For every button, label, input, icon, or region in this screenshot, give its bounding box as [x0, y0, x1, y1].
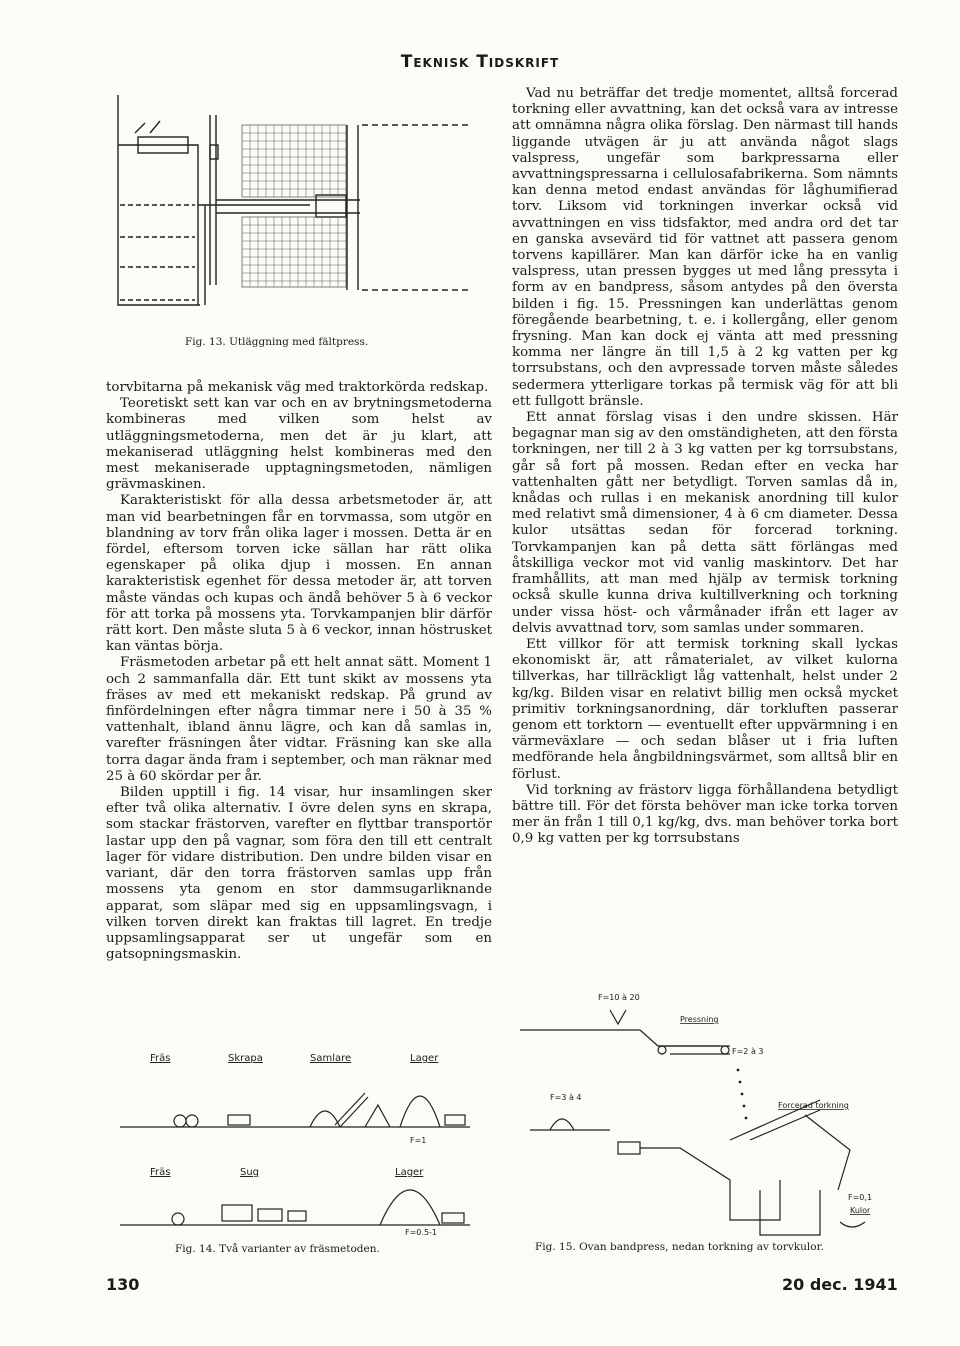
fig14-label-samlare: Samlare: [310, 1053, 352, 1064]
right-paragraph: Vid torkning av frästorv ligga förhållandena betydligt bättre till. För det första behöver man icke torka torven mer än från 1 till 0,1 kg/kg, dvs. man behöver torka bort 0,9 kg vatten per kg torrsubstans: [512, 782, 898, 847]
fig15-forcerad: Forcerad torkning: [778, 1101, 849, 1110]
fig13-caption: Fig. 13. Utläggning med fältpress.: [185, 336, 369, 348]
fig15-f-top: F=10 à 20: [598, 993, 640, 1002]
left-paragraph: Teoretiskt sett kan var och en av brytningsmetoderna kombineras med vilken som helst av utläggningsmetoderna, men det är ju klart, att mekaniserad utläggning helst kombineras med den mest mekaniserade upptagningsmetoden, nämligen grävmaskinen.: [106, 396, 492, 493]
fig15-caption: Fig. 15. Ovan bandpress, nedan torkning av torvkulor.: [535, 1241, 824, 1253]
fig15-f-left: F=3 à 4: [550, 1093, 582, 1102]
issue-date: 20 dec. 1941: [782, 1275, 898, 1294]
fig14-label-skrapa: Skrapa: [228, 1053, 263, 1064]
left-column: [106, 380, 492, 963]
fig14-caption: Fig. 14. Två varianter av fräsmetoden.: [175, 1243, 380, 1255]
masthead-title: Teknisk Tidskrift: [400, 52, 560, 72]
fig14-diagram: [110, 1045, 490, 1235]
right-paragraph: Ett annat förslag visas i den undre skissen. Här begagnar man sig av den omständigheten, att den första torkningen, ner till 2 à 3 kg vatten per kg torrsubstans, går så fort på mossen. Redan efter en vecka har vattenhalten gått ner betydligt. Torven samlas då in, knådas och rullas i en mekanisk anordning till kulor med relativt små dimensioner, 4 à 6 cm diameter. Dessa kulor utsättas sedan för forcerad torkning. Torvkampanjen kan på detta sätt förlängas med åtskilliga veckor mot vid vanlig maskintorv. Det har framhållits, att man med hjälp av termisk torkning också skulle kunna driva kultillverkning och torkning under vissa höst- och vårmånader ifrån ett lager av delvis avvattnad torv, som samlas under sommaren.: [512, 410, 898, 636]
fig15-diagram: [520, 990, 900, 1240]
fig14-bottom-label-sug: Sug: [240, 1167, 260, 1178]
page-number: 130: [106, 1275, 140, 1294]
fig14-top-f: F=1: [410, 1136, 427, 1145]
fig14-label-lager: Lager: [410, 1053, 439, 1064]
right-column: [512, 86, 898, 848]
left-paragraph: Karakteristiskt för alla dessa arbetsmetoder är, att man vid bearbetningen får en torvmassa, som utgör en blandning av torv från olika lager i mossen. Detta är en fördel, eftersom torven icke sällan har rätt olika egenskaper på olika djup i mossen. En annan karakteristisk egenhet för dessa metoder är, att torven måste vändas och kupas och ändå behöver 5 à 6 veckor för att torka på mossens yta. Torvkampanjen blir därför rätt kort. Den måste sluta 5 à 6 veckor, innan höstrusket kan väntas börja.: [106, 493, 492, 655]
left-paragraph: torvbitarna på mekanisk väg med traktorkörda redskap.: [106, 380, 489, 395]
fig15-pressning: Pressning: [680, 1015, 719, 1024]
fig13-diagram: [110, 95, 480, 335]
fig15-kulor: Kulor: [850, 1206, 871, 1215]
fig14-bottom-f: F=0,5-1: [405, 1228, 438, 1235]
fig14-bottom-label-lager: Lager: [395, 1167, 424, 1178]
left-paragraph: Bilden upptill i fig. 14 visar, hur insamlingen sker efter två olika alternativ. I övre delen syns en skrapa, som stackar frästorven, varefter en flyttbar transportör lastar upp den på vagnar, som föra den till ett centralt lager för vidare distribution. Den undre bilden visar en variant, där den torra frästorven samlas upp från mossens yta genom en stor dammsugarliknande apparat, som släpar med sig en uppsamlingsvagn, i vilken torven direkt kan fraktas till lagret. En tredje uppsamlingsapparat ser ut ungefär som en gatsopningsmaskin.: [106, 785, 492, 963]
left-paragraph: Fräsmetoden arbetar på ett helt annat sätt. Moment 1 och 2 sammanfalla där. Ett tunt skikt av mossens yta fräses av med ett mekaniskt redskap. På grund av finfördelningen efter några timmar nere i 50 à 35 % vattenhalt, ibland ännu lägre, och kan då samlas in, varefter fräsningen åter vidtar. Fräsning kan ske alla torra dagar ända fram i september, och man räknar med 25 à 60 skördar per år.: [106, 655, 492, 784]
fig14-bottom-label-fras: Fräs: [150, 1167, 171, 1178]
fig14-label-fras: Fräs: [150, 1053, 171, 1064]
right-paragraph: Ett villkor för att termisk torkning skall lyckas ekonomiskt är, att råmaterialet, av vilket kulorna tillverkas, har tillräckligt låg vattenhalt, helst under 2 kg/kg. Bilden visar en relativt billig men också mycket primitiv torkningsanordning, där torkluften passerar genom ett torktorn — eventuellt efter uppvärmning i en värmeväxlare — och sedan blåser ut i fria luften medförande hela ångbildningsvärmet, som alltså blir en förlust.: [512, 636, 898, 782]
fig15-f-mid: F=2 à 3: [732, 1047, 764, 1056]
fig15-f-bottom: F=0,1: [848, 1193, 873, 1202]
right-paragraph: Vad nu beträffar det tredje momentet, alltså forcerad torkning eller avvattning, kan det också vara av intresse att omnämna några olika förslag. Den närmast till hands liggande utvägen är ju att använda något slags valspress, ungefär som barkpressarna eller avvattningspressarna i cellulosafabrikerna. Som nämnts kan denna metod endast användas för låghumifierad torv. Liksom vid torkningen inverkar också vid avvattningen en viss tidsfaktor, med andra ord det tar en ganska avsevärd tid för vattnet att passera genom torvens kapillärer. Man kan därför icke ha en vanlig valspress, utan pressen bygges ut med lång pressyta i form av en bandpress, såsom antydes på den översta bilden i fig. 15. Pressningen kan underlättas genom föregående bearbetning, t. e. i kollergång, eller genom frysning. Man kan dock ej vänta att med pressning komma ner längre än till 1,5 à 2 kg vatten per kg torrsubstans, och den avpressade torven måste således sedermera ytterligare torkas på termisk väg för att bli ett fullgott bränsle.: [512, 86, 898, 409]
